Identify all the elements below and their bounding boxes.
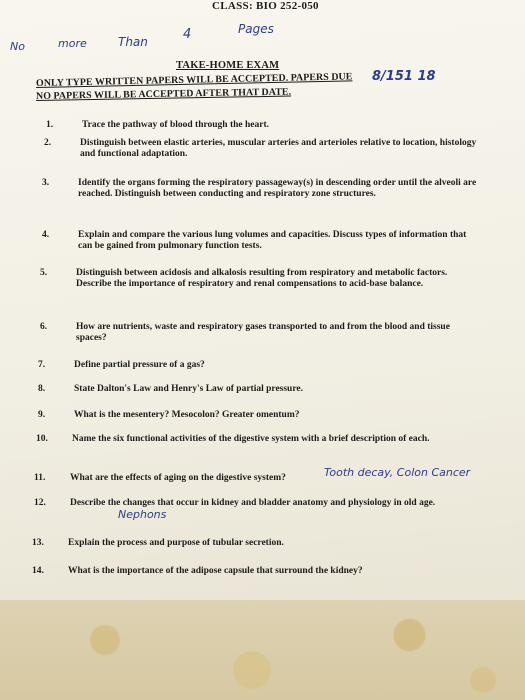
submission-rule-line2: NO PAPERS WILL BE ACCEPTED AFTER THAT DATE. <box>35 86 292 102</box>
question-text: What are the effects of aging on the digestive system? <box>70 473 286 483</box>
question-number: 1. <box>46 120 54 130</box>
question-text: What is the importance of the adipose capsule that surround the kidney? <box>68 566 363 576</box>
tablecloth-background <box>0 600 525 700</box>
question-text: Distinguish between acidosis and alkalosis resulting from respiratory and metabolic factors. Describe the importance of respiratory and renal compensations to acid-base balance. <box>76 268 448 289</box>
question-number: 2. <box>44 138 52 148</box>
question-number: 4. <box>42 230 50 240</box>
handwritten-note-q12: Nephons <box>118 508 167 521</box>
handwritten-than: Than <box>118 35 148 49</box>
question-number: 3. <box>42 178 50 188</box>
question-number: 11. <box>34 473 46 483</box>
question-text: How are nutrients, waste and respiratory gases transported to and from the blood and tissue spaces? <box>76 322 450 343</box>
question-number: 14. <box>32 566 44 576</box>
submission-rule-line1: ONLY TYPE WRITTEN PAPERS WILL BE ACCEPTED. PAPERS DUE <box>35 71 353 89</box>
question-text: Trace the pathway of blood through the heart. <box>82 120 270 130</box>
question-number: 6. <box>40 322 48 332</box>
question-text: Distinguish between elastic arteries, muscular arteries and arterioles relative to location, histology and functional adaptation. <box>80 138 477 159</box>
question-number: 5. <box>40 268 48 278</box>
question-text: Define partial pressure of a gas? <box>74 360 205 370</box>
question-text: Name the six functional activities of the digestive system with a brief description of each. <box>72 434 430 444</box>
exam-title: TAKE-HOME EXAM <box>176 60 280 71</box>
question-text: State Dalton's Law and Henry's Law of partial pressure. <box>74 384 303 394</box>
question-text: Explain and compare the various lung volumes and capacities. Discuss types of information that can be gained from pulmonary function tests. <box>78 230 467 251</box>
handwritten-pages: Pages <box>238 22 274 36</box>
question-text: Identify the organs forming the respiratory passageway(s) in descending order until the alveoli are reached. Distinguish between conducting and respiratory zone structures. <box>78 178 477 199</box>
question-number: 9. <box>38 410 46 420</box>
question-number: 13. <box>32 538 44 548</box>
question-text: Describe the changes that occur in kidney and bladder anatomy and physiology in old age. <box>70 498 436 508</box>
question-text: What is the mesentery? Mesocolon? Greater omentum? <box>74 410 300 420</box>
handwritten-four: 4 <box>183 27 192 42</box>
handwritten-no: No <box>10 40 25 53</box>
handwritten-note-q11: Tooth decay, Colon Cancer <box>324 466 471 479</box>
question-number: 7. <box>38 360 46 370</box>
question-number: 8. <box>38 384 46 394</box>
class-line: CLASS: BIO 252-050 <box>212 0 319 12</box>
handwritten-due-date: 8/151 18 <box>372 69 436 84</box>
question-number: 10. <box>36 434 48 444</box>
question-number: 12. <box>34 498 46 508</box>
question-text: Explain the process and purpose of tubular secretion. <box>68 538 284 548</box>
handwritten-more: more <box>58 37 87 50</box>
